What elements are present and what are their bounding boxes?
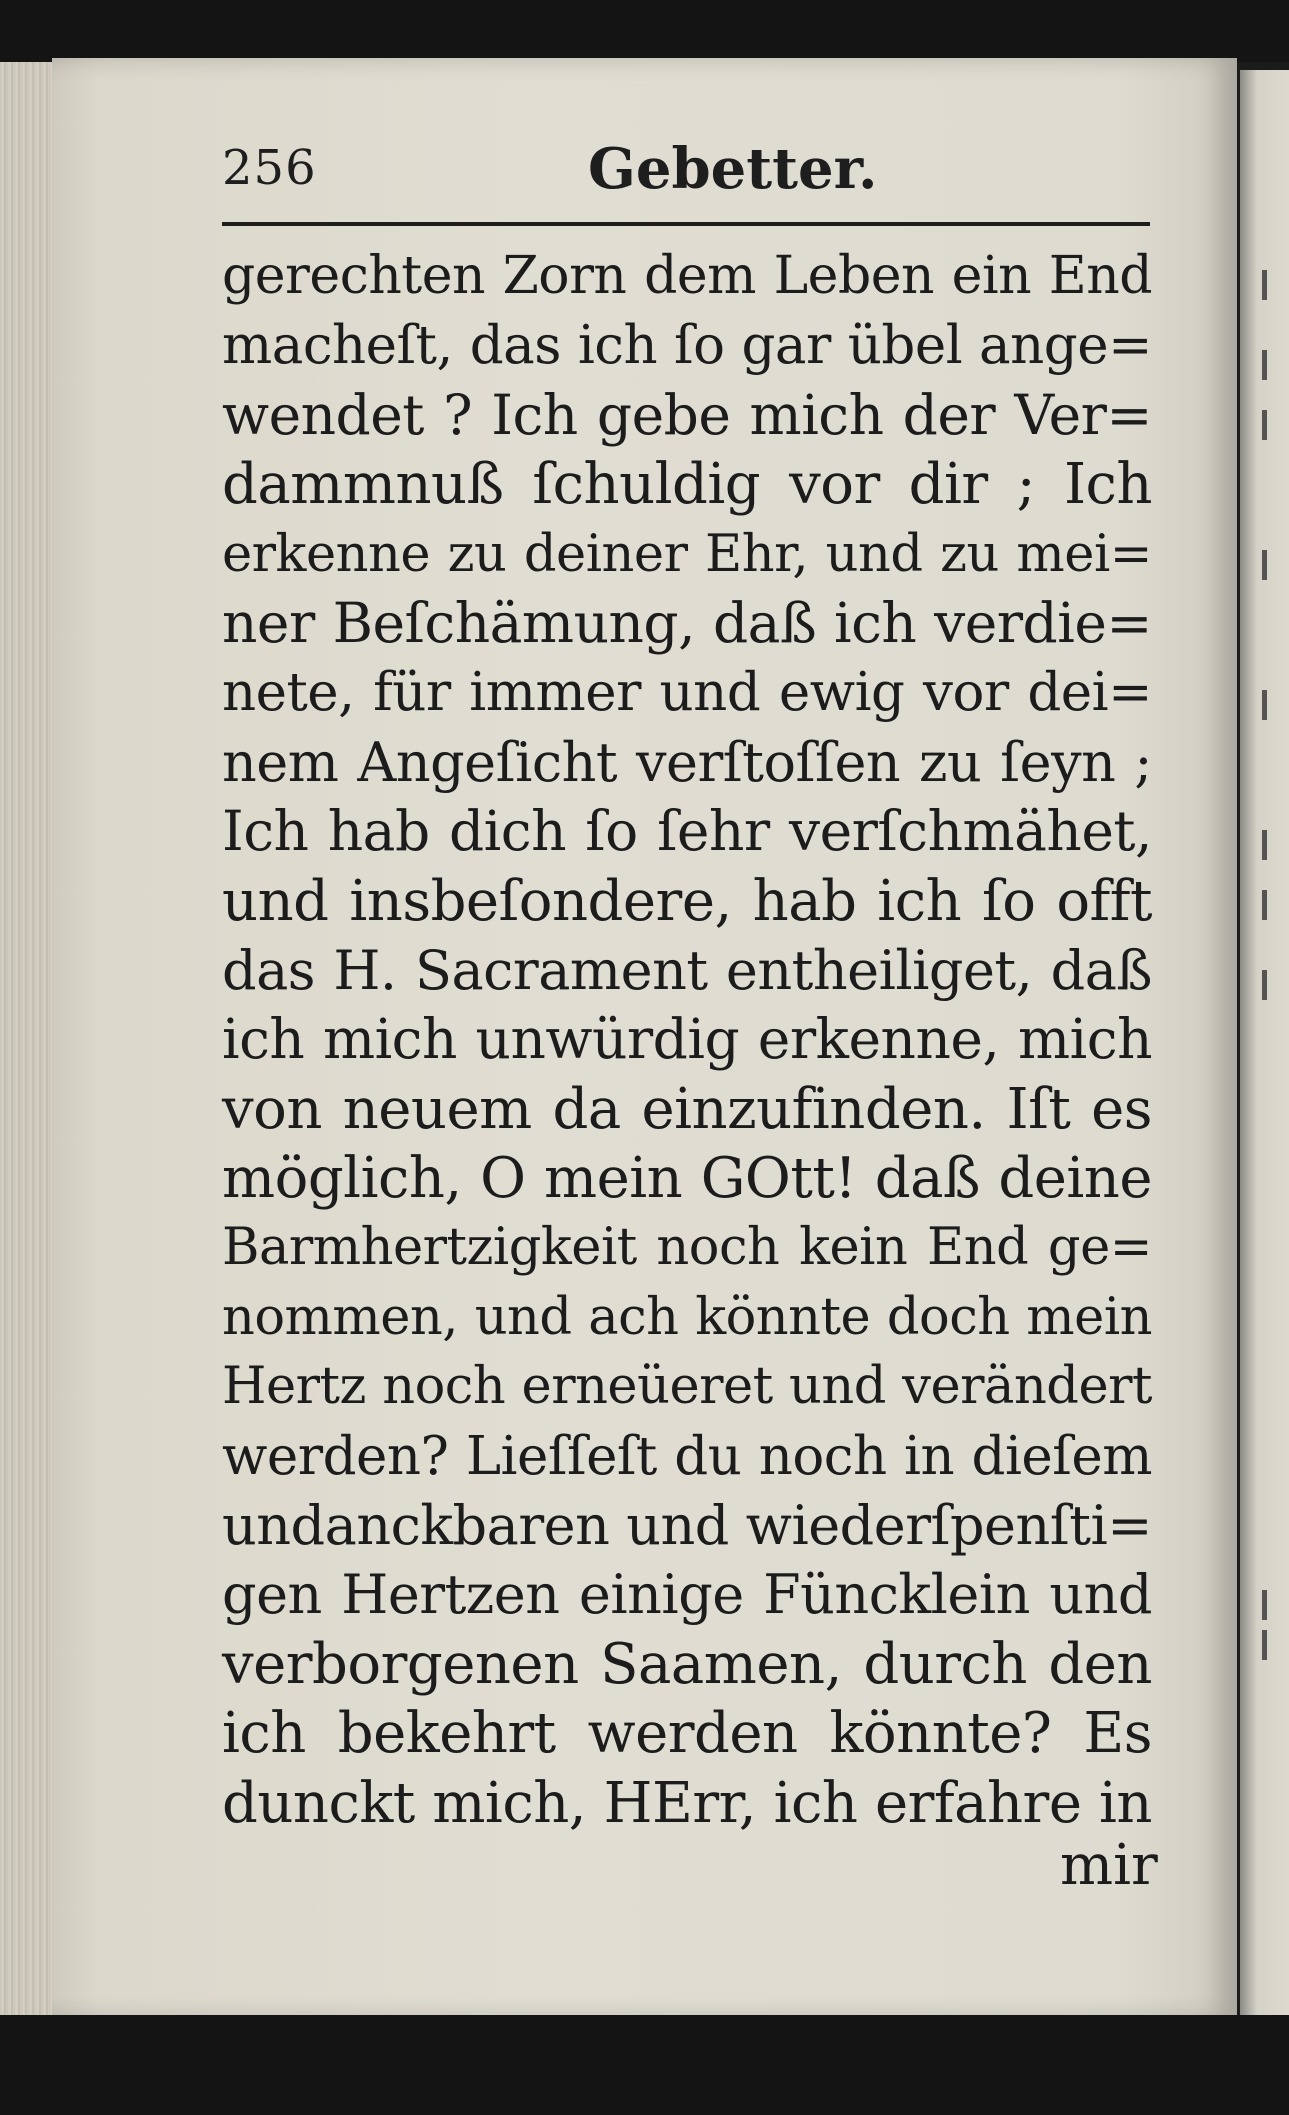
bleed-through-mark [1262, 350, 1283, 380]
scan-top-border [0, 0, 1289, 62]
text-line: dammnuß ſchuldig vor dir ; Ich [222, 452, 1152, 518]
text-line: möglich, O mein GOtt! daß deine [222, 1146, 1152, 1212]
text-line: undanckbaren und wiederſpenſti= [222, 1494, 1152, 1558]
bleed-through-mark [1262, 890, 1283, 920]
text-line: wendet ? Ich gebe mich der Ver= [222, 382, 1152, 447]
text-line: ich bekehrt werden könnte? Es [222, 1701, 1152, 1767]
text-line: nem Angeſicht verſtoſſen zu ſeyn ; [222, 730, 1152, 794]
bleed-through-mark [1262, 270, 1283, 300]
text-line: und insbeſondere, hab ich ſo offt [222, 868, 1152, 934]
page-edges [0, 62, 60, 2017]
text-line: verborgenen Saamen, durch den [222, 1631, 1152, 1697]
bleed-through-mark [1262, 690, 1283, 720]
text-line: ich mich unwürdig erkenne, mich [222, 1007, 1152, 1072]
header-rule [222, 222, 1150, 226]
bleed-through-mark [1262, 1630, 1283, 1660]
text-line: das H. Sacrament entheiliget, daß [222, 938, 1152, 1002]
page-header [222, 136, 1152, 210]
text-line: gen Hertzen einige Füncklein und [222, 1563, 1152, 1627]
text-line: macheſt, das ich ſo gar übel ange= [222, 315, 1152, 377]
text-line: dunckt mich, HErr, ich erfahre in [222, 1770, 1152, 1836]
catchword: mir [1060, 1833, 1158, 1898]
text-line: von neuem da einzufinden. Iſt es [222, 1076, 1152, 1142]
text-line: gerechten Zorn dem Leben ein End [222, 246, 1152, 306]
text-line: nete, für immer und ewig vor dei= [222, 662, 1152, 724]
text-line: Ich hab dich ſo ſehr verſchmähet, [222, 799, 1152, 864]
running-title: Gebetter. [588, 136, 878, 202]
bleed-through-mark [1262, 830, 1283, 860]
bleed-through-mark [1262, 970, 1283, 1000]
page-number: 256 [222, 140, 317, 196]
text-line: ner Beſchämung, daß ich verdie= [222, 590, 1152, 655]
text-line: Barmhertzigkeit noch kein End ge= [222, 1218, 1152, 1278]
body-text [222, 242, 1152, 1838]
text-line: werden? Lieſſeſt du noch in dieſem [222, 1425, 1152, 1487]
adjacent-page-edge [1240, 70, 1289, 2015]
text-line: nommen, und ach könnte doch mein [222, 1287, 1152, 1347]
bleed-through-mark [1262, 1590, 1283, 1620]
text-line: erkenne zu deiner Ehr, und zu mei= [222, 524, 1152, 584]
bleed-through-mark [1262, 550, 1283, 580]
text-line: Hertz noch erneüeret und verändert [222, 1357, 1152, 1417]
scan-bottom-border [0, 2015, 1289, 2115]
bleed-through-mark [1262, 410, 1283, 440]
